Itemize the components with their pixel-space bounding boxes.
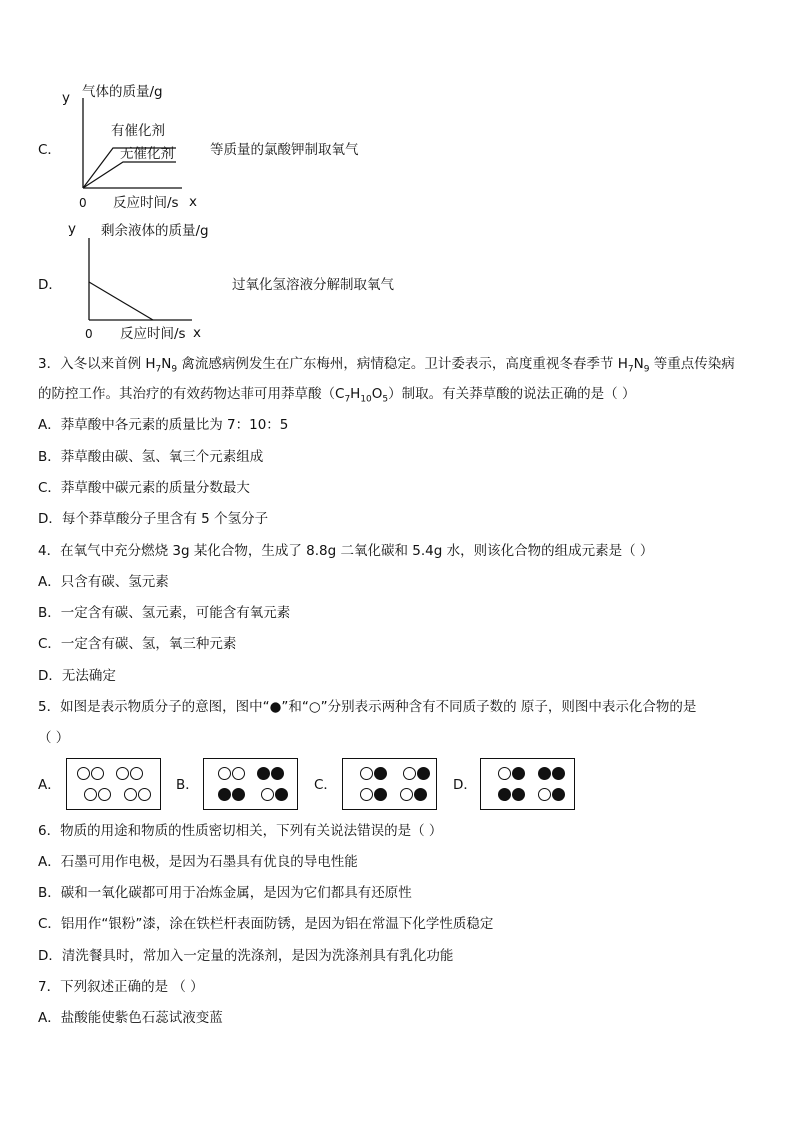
white-atom bbox=[403, 767, 416, 780]
q4-option-a: A．只含有碳、氢元素 bbox=[38, 574, 169, 590]
graph-d-option-label: D． bbox=[38, 277, 62, 293]
q3-stem-line-1: 3．入冬以来首例 $H_7N_9$ 禽流感病例发生在广东梅州，病情稳定。卫计委表示，高度重视冬春季节 $H_7N_9$ 等重点传染病 bbox=[38, 356, 735, 375]
white-atom bbox=[138, 788, 151, 801]
graph-c-no-catalyst-curve bbox=[83, 162, 176, 188]
black-atom bbox=[218, 788, 231, 801]
q4-option-c: C．一定含有碳、氢，氧三种元素 bbox=[38, 636, 237, 652]
graph-d-x-axis-letter: x bbox=[193, 325, 201, 341]
black-atom bbox=[552, 788, 565, 801]
white-atom bbox=[400, 788, 413, 801]
graph-c-description: 等质量的氯酸钾制取氧气 bbox=[210, 142, 359, 158]
q3-option-b: B．莽草酸由碳、氢、氧三个元素组成 bbox=[38, 449, 264, 465]
black-atom bbox=[275, 788, 288, 801]
q6-option-b: B．碳和一氧化碳都可用于冶炼金属，是因为它们都具有还原性 bbox=[38, 885, 412, 901]
black-atom bbox=[232, 788, 245, 801]
black-atom bbox=[498, 788, 511, 801]
molecule bbox=[360, 788, 388, 801]
black-atom bbox=[374, 788, 387, 801]
q5-label-b: B． bbox=[176, 777, 199, 793]
white-atom bbox=[130, 767, 143, 780]
molecule bbox=[360, 767, 388, 780]
q7-option-a: A．盐酸能使紫色石蕊试液变蓝 bbox=[38, 1010, 223, 1026]
graph-d-axes bbox=[76, 234, 196, 326]
molecule bbox=[124, 788, 152, 801]
white-atom bbox=[98, 788, 111, 801]
white-atom bbox=[77, 767, 90, 780]
molecule bbox=[261, 788, 289, 801]
molecule bbox=[218, 788, 246, 801]
molecule bbox=[538, 788, 566, 801]
q3-option-a: A．莽草酸中各元素的质量比为 7：10：5 bbox=[38, 417, 289, 433]
q5-figure-c bbox=[342, 758, 437, 810]
white-atom bbox=[538, 788, 551, 801]
white-atom bbox=[84, 788, 97, 801]
black-atom bbox=[538, 767, 551, 780]
white-atom bbox=[498, 767, 511, 780]
white-atom bbox=[360, 788, 373, 801]
graph-d-origin: 0 bbox=[85, 327, 93, 341]
q4-option-b: B．一定含有碳、氢元素，可能含有氧元素 bbox=[38, 605, 291, 621]
graph-c-x-label: 反应时间/s bbox=[113, 195, 179, 211]
molecule bbox=[400, 788, 428, 801]
graph-d-x-label: 反应时间/s bbox=[120, 326, 186, 342]
q5-paren: （ ） bbox=[38, 730, 70, 746]
q4-option-d: D．无法确定 bbox=[38, 668, 116, 684]
molecule bbox=[77, 767, 105, 780]
q3-option-c: C．莽草酸中碳元素的质量分数最大 bbox=[38, 480, 250, 496]
molecule bbox=[498, 788, 526, 801]
white-atom bbox=[232, 767, 245, 780]
black-atom bbox=[552, 767, 565, 780]
q6-option-c: C．铝用作“银粉”漆，涂在铁栏杆表面防锈，是因为铝在常温下化学性质稳定 bbox=[38, 916, 494, 932]
q5-figure-d bbox=[480, 758, 575, 810]
black-atom bbox=[414, 788, 427, 801]
black-atom bbox=[271, 767, 284, 780]
q6-option-d: D．清洗餐具时，常加入一定量的洗涤剂，是因为洗涤剂具有乳化功能 bbox=[38, 948, 454, 964]
white-atom bbox=[124, 788, 137, 801]
molecule bbox=[116, 767, 144, 780]
black-atom bbox=[512, 767, 525, 780]
q5-figure-b bbox=[203, 758, 298, 810]
graph-c-no-catalyst-label: 无催化剂 bbox=[120, 146, 174, 162]
molecule bbox=[538, 767, 566, 780]
molecule bbox=[218, 767, 246, 780]
q5-label-d: D． bbox=[453, 777, 477, 793]
graph-c-y-label: 气体的质量/g bbox=[82, 84, 163, 100]
q3-stem-line-2: 的防控工作。其治疗的有效药物达菲可用莽草酸$(C_7H_{10}O_5)$制取。有关莽草酸的说法正确的是（ ） bbox=[38, 386, 636, 405]
molecule bbox=[84, 788, 112, 801]
q5-label-a: A． bbox=[38, 777, 61, 793]
molecule bbox=[498, 767, 526, 780]
graph-d-curve bbox=[89, 282, 153, 320]
graph-c-origin: 0 bbox=[79, 196, 87, 210]
q6-option-a: A．石墨可用作电极，是因为石墨具有优良的导电性能 bbox=[38, 854, 358, 870]
white-atom bbox=[218, 767, 231, 780]
white-atom bbox=[116, 767, 129, 780]
graph-c-catalyst-label: 有催化剂 bbox=[111, 123, 165, 139]
q6-stem: 6．物质的用途和物质的性质密切相关，下列有关说法错误的是（ ） bbox=[38, 823, 443, 839]
q5-figure-a bbox=[66, 758, 161, 810]
q5-stem: 5．如图是表示物质分子的意图，图中“●”和“○”分别表示两种含有不同质子数的 原子，则图中表示化合物的是 bbox=[38, 699, 697, 715]
q5-label-c: C． bbox=[314, 777, 337, 793]
black-atom bbox=[257, 767, 270, 780]
white-atom bbox=[91, 767, 104, 780]
q4-stem: 4．在氧气中充分燃烧 3g 某化合物，生成了 8.8g 二氧化碳和 5.4g 水，则该化合物的组成元素是（ ） bbox=[38, 543, 654, 559]
white-atom bbox=[261, 788, 274, 801]
white-atom bbox=[360, 767, 373, 780]
graph-d-y-axis-letter: y bbox=[68, 221, 76, 237]
graph-c-x-axis-letter: x bbox=[189, 194, 197, 210]
q3-option-d: D．每个莽草酸分子里含有 5 个氢分子 bbox=[38, 511, 269, 527]
molecule bbox=[257, 767, 285, 780]
black-atom bbox=[374, 767, 387, 780]
black-atom bbox=[417, 767, 430, 780]
graph-d-description: 过氧化氢溶液分解制取氧气 bbox=[232, 277, 394, 293]
black-atom bbox=[512, 788, 525, 801]
graph-d-y-label: 剩余液体的质量/g bbox=[101, 223, 209, 239]
q7-stem: 7．下列叙述正确的是 （ ） bbox=[38, 979, 204, 995]
graph-c-option-label: C． bbox=[38, 142, 61, 158]
molecule bbox=[403, 767, 431, 780]
graph-c-y-axis-letter: y bbox=[62, 90, 70, 106]
